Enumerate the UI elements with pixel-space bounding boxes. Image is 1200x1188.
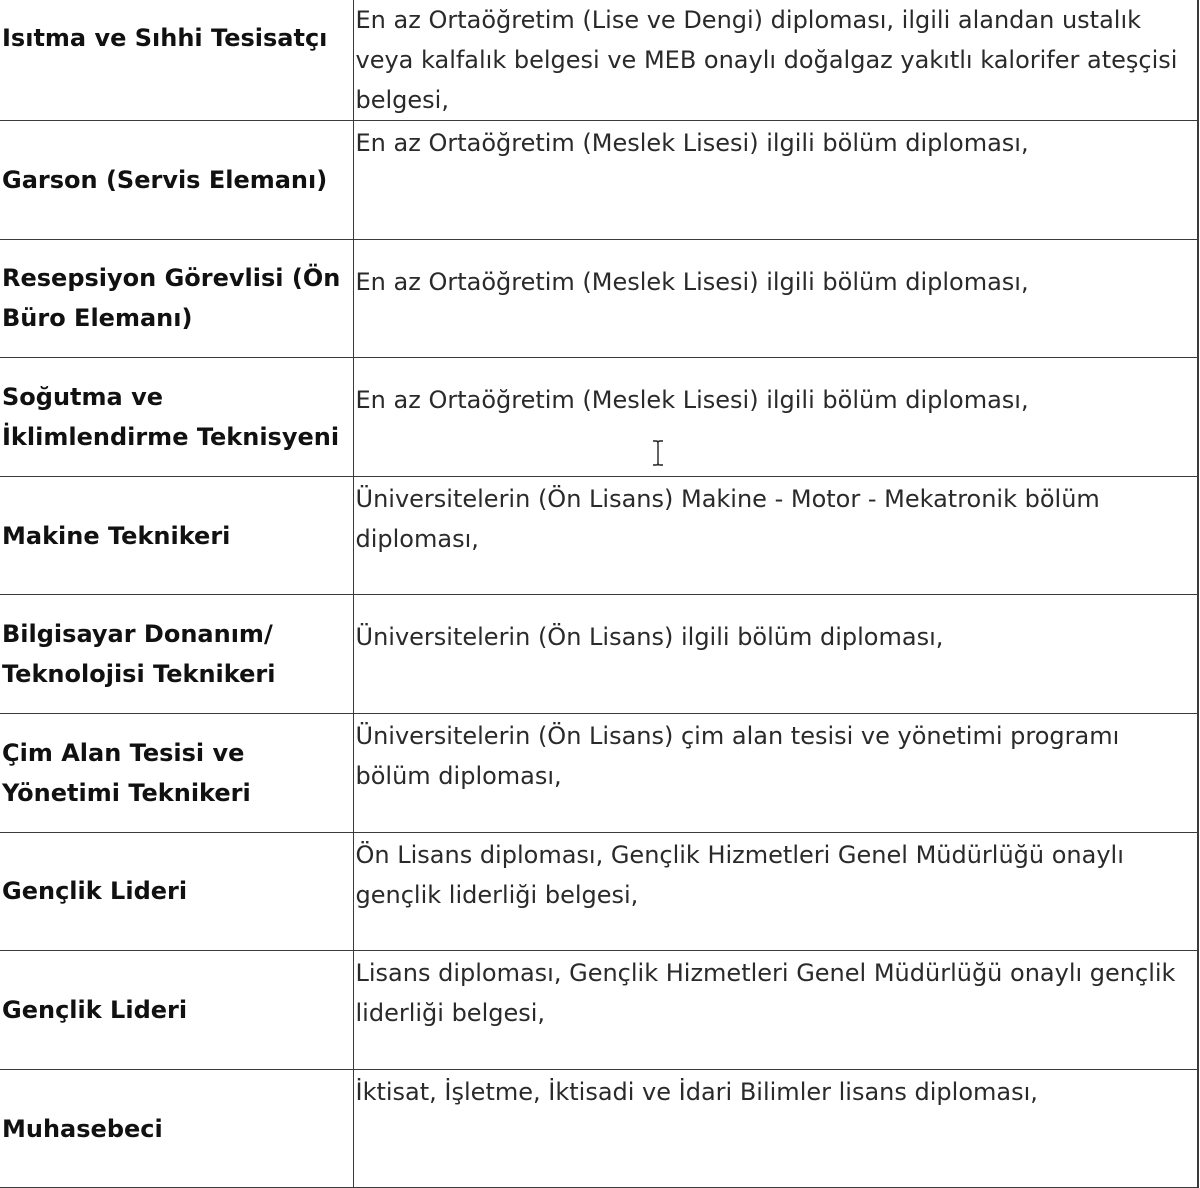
requirement-cell: Ön Lisans diploması, Gençlik Hizmetleri Genel Müdürlüğü onaylı gençlik liderliği belgesi, [353, 832, 1198, 951]
requirement-cell: Üniversitelerin (Ön Lisans) çim alan tesisi ve yönetimi programı bölüm diploması, [353, 713, 1198, 832]
table-row [0, 951, 1198, 1070]
table-row [0, 1069, 1198, 1188]
position-cell: Isıtma ve Sıhhi Tesisatçı [0, 0, 353, 121]
position-cell: Bilgisayar Donanım/ Teknolojisi Teknikeri [0, 595, 353, 714]
requirement-cell: Üniversitelerin (Ön Lisans) Makine - Motor - Mekatronik bölüm diploması, [353, 476, 1198, 595]
position-cell: Muhasebeci [0, 1069, 353, 1188]
position-cell: Çim Alan Tesisi ve Yönetimi Teknikeri [0, 713, 353, 832]
requirement-cell: En az Ortaöğretim (Meslek Lisesi) ilgili bölüm diploması, [353, 121, 1198, 240]
position-cell: Soğutma ve İklimlendirme Teknisyeni [0, 358, 353, 477]
table-row [0, 713, 1198, 832]
table-row [0, 239, 1198, 358]
requirement-cell: İktisat, İşletme, İktisadi ve İdari Bilimler lisans diploması, [353, 1069, 1198, 1188]
table-row [0, 358, 1198, 477]
requirement-cell: En az Ortaöğretim (Meslek Lisesi) ilgili bölüm diploması, [353, 239, 1198, 358]
requirement-cell: En az Ortaöğretim (Lise ve Dengi) diploması, ilgili alandan ustalık veya kalfalık belgesi ve MEB onaylı doğalgaz yakıtlı kalorifer ateşçisi belgesi, [353, 0, 1198, 121]
requirement-cell: Üniversitelerin (Ön Lisans) ilgili bölüm diploması, [353, 595, 1198, 714]
requirement-cell: Lisans diploması, Gençlik Hizmetleri Genel Müdürlüğü onaylı gençlik liderliği belgesi, [353, 951, 1198, 1070]
position-cell: Resepsiyon Görevlisi (Ön Büro Elemanı) [0, 239, 353, 358]
table-row [0, 476, 1198, 595]
position-cell: Gençlik Lideri [0, 951, 353, 1070]
table-row [0, 0, 1198, 121]
position-cell: Gençlik Lideri [0, 832, 353, 951]
table-row [0, 832, 1198, 951]
table-row [0, 595, 1198, 714]
position-cell: Garson (Servis Elemanı) [0, 121, 353, 240]
position-cell: Makine Teknikeri [0, 476, 353, 595]
table-row [0, 121, 1198, 240]
requirement-cell: En az Ortaöğretim (Meslek Lisesi) ilgili bölüm diploması, [353, 358, 1198, 477]
